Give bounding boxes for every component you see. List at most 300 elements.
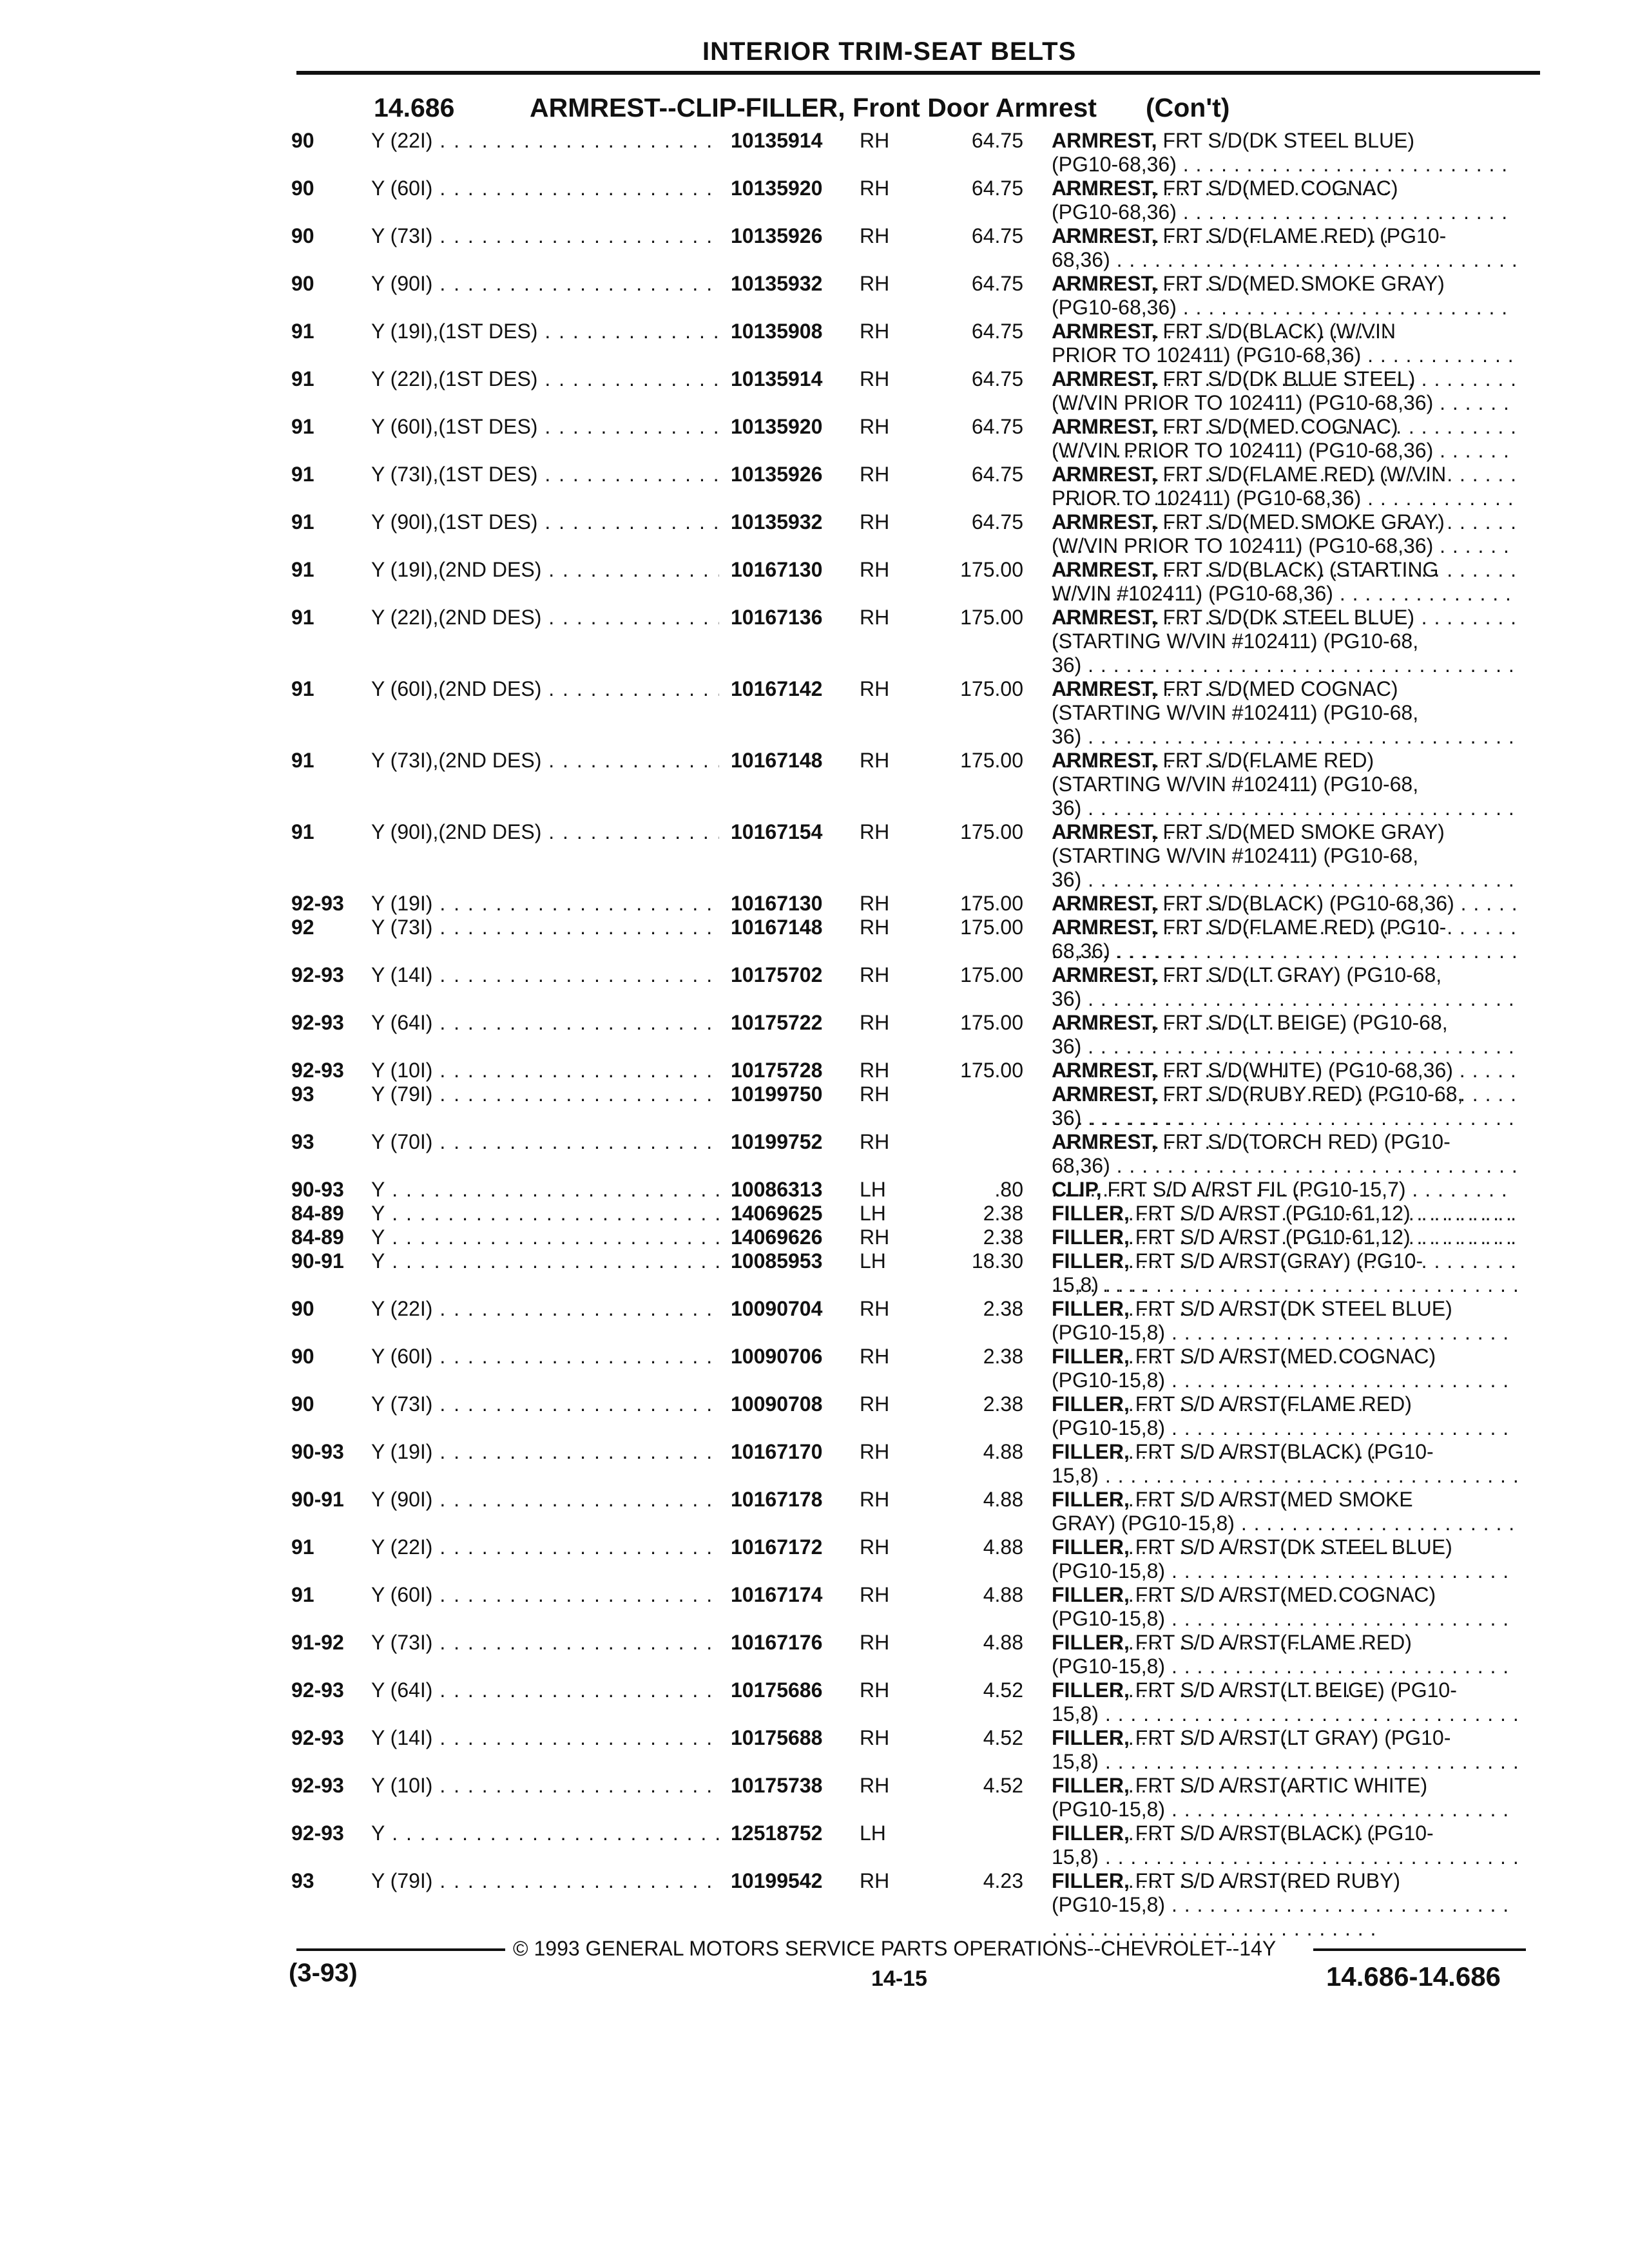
row-year: 92: [291, 916, 314, 939]
row-year: 90-93: [291, 1178, 344, 1201]
row-description: CLIP, FRT S/D A/RST FIL (PG10-15,7) . . .: [1052, 1178, 1519, 1249]
row-description-name: FILLER,: [1052, 1440, 1130, 1463]
row-description-name: CLIP,: [1052, 1178, 1102, 1201]
row-description-name: FILLER,: [1052, 1249, 1130, 1273]
row-description: ARMREST, FRT S/D(WHITE) (PG10-68,36) . . .: [1052, 1059, 1519, 1130]
row-year: 91: [291, 1583, 314, 1606]
row-year: 84-89: [291, 1202, 344, 1225]
row-year: 90: [291, 224, 314, 247]
row-part-number: 10175722: [731, 1011, 823, 1034]
row-part-number: 10090706: [731, 1345, 823, 1368]
row-description: ARMREST, FRT S/D(MED SMOKE GRAY) (STARTING W/VIN #102411) (PG10-68, 36) . . .: [1052, 820, 1519, 916]
part-row: [0, 1297, 1629, 1345]
row-model: Y (22I),(1ST DES) . . .: [371, 367, 719, 391]
row-description: FILLER, FRT S/D A/RST(DK STEEL BLUE) (PG10-15,8) . . .: [1052, 1535, 1519, 1607]
row-price: 4.88: [983, 1488, 1023, 1511]
row-side: RH: [860, 892, 890, 915]
row-description-name: ARMREST,: [1052, 1059, 1157, 1082]
row-description-name: ARMREST,: [1052, 749, 1157, 772]
part-row: [0, 1011, 1629, 1059]
footer-date: (3-93): [289, 1959, 358, 1987]
row-description-name: ARMREST,: [1052, 606, 1157, 629]
row-model: Y (73I) . . .: [371, 1392, 719, 1416]
row-part-number: 10167136: [731, 606, 823, 629]
row-description-name: ARMREST,: [1052, 415, 1157, 438]
row-description-name: ARMREST,: [1052, 177, 1157, 200]
row-description: FILLER, FRT S/D A/RST(LT GRAY) (PG10- 15,8) . . .: [1052, 1726, 1519, 1798]
section-continued: (Con't): [1146, 93, 1230, 122]
part-row: [0, 892, 1629, 916]
row-model: Y (60I) . . .: [371, 1345, 719, 1369]
row-year: 90: [291, 1297, 314, 1320]
row-side: RH: [860, 749, 890, 772]
row-price: 64.75: [971, 463, 1023, 486]
row-part-number: 10167172: [731, 1535, 823, 1559]
row-side: RH: [860, 1488, 890, 1511]
row-price: 175.00: [960, 1059, 1023, 1082]
row-year: 91: [291, 749, 314, 772]
footer-rule-left: [296, 1948, 505, 1951]
part-row: [0, 272, 1629, 320]
row-year: 92-93: [291, 963, 344, 986]
row-price: 4.23: [983, 1869, 1023, 1892]
row-side: RH: [860, 963, 890, 986]
section-number: 14.686: [374, 93, 455, 122]
row-price: 175.00: [960, 1011, 1023, 1034]
row-year: 91: [291, 1535, 314, 1559]
part-row: [0, 606, 1629, 677]
row-price: 175.00: [960, 963, 1023, 986]
footer-copyright: © 1993 GENERAL MOTORS SERVICE PARTS OPERATIONS--CHEVROLET--14Y: [513, 1937, 1277, 1960]
part-row: [0, 510, 1629, 558]
footer-rule-right: [1313, 1948, 1526, 1951]
row-model: Y (73I),(1ST DES) . . .: [371, 463, 719, 486]
row-year: 92-93: [291, 892, 344, 915]
row-price: 64.75: [971, 415, 1023, 438]
row-model: Y (90I),(2ND DES) . . .: [371, 820, 719, 844]
row-year: 90-91: [291, 1488, 344, 1511]
row-side: RH: [860, 1631, 890, 1654]
row-model: Y (60I),(2ND DES) . . .: [371, 677, 719, 701]
row-model: Y (70I) . . .: [371, 1130, 719, 1154]
row-side: RH: [860, 272, 890, 295]
row-side: RH: [860, 558, 890, 581]
row-price: .80: [994, 1178, 1023, 1201]
row-model: Y . . .: [371, 1249, 719, 1273]
row-model: Y (60I) . . .: [371, 1583, 719, 1607]
row-part-number: 10135914: [731, 129, 823, 152]
row-description-name: ARMREST,: [1052, 1130, 1157, 1153]
row-part-number: 10135932: [731, 272, 823, 295]
row-year: 91: [291, 558, 314, 581]
row-description-name: ARMREST,: [1052, 510, 1157, 533]
row-part-number: 10167130: [731, 892, 823, 915]
row-part-number: 10199542: [731, 1869, 823, 1892]
part-row: [0, 224, 1629, 272]
row-part-number: 10167130: [731, 558, 823, 581]
row-description: ARMREST, FRT S/D(FLAME RED) (STARTING W/VIN #102411) (PG10-68, 36) . . .: [1052, 749, 1519, 844]
footer-section-range: 14.686-14.686: [1326, 1961, 1501, 1992]
row-part-number: 14069625: [731, 1202, 823, 1225]
row-side: RH: [860, 1297, 890, 1320]
row-description-name: FILLER,: [1052, 1535, 1130, 1559]
row-year: 93: [291, 1869, 314, 1892]
row-part-number: 10199752: [731, 1130, 823, 1153]
row-description-name: ARMREST,: [1052, 892, 1157, 915]
row-model: Y (73I) . . .: [371, 1631, 719, 1655]
part-row: [0, 1059, 1629, 1082]
part-row: [0, 749, 1629, 820]
row-price: 4.88: [983, 1631, 1023, 1654]
row-description: FILLER, FRT S/D A/RST(MED COGNAC) (PG10-15,8) . . .: [1052, 1583, 1519, 1655]
row-description-name: FILLER,: [1052, 1488, 1130, 1511]
row-side: RH: [860, 1869, 890, 1892]
row-part-number: 10167154: [731, 820, 823, 843]
row-year: 91: [291, 320, 314, 343]
row-side: RH: [860, 129, 890, 152]
row-price: 2.38: [983, 1225, 1023, 1249]
row-year: 91: [291, 820, 314, 843]
parts-list: [0, 129, 1629, 1917]
row-description: ARMREST, FRT S/D(MED SMOKE GRAY) (PG10-68,36) . . .: [1052, 272, 1519, 343]
row-side: RH: [860, 1082, 890, 1106]
row-description-name: FILLER,: [1052, 1225, 1130, 1249]
part-row: [0, 1726, 1629, 1774]
row-model: Y (14I) . . .: [371, 1726, 719, 1750]
part-row: [0, 820, 1629, 892]
row-side: RH: [860, 463, 890, 486]
row-year: 91-92: [291, 1631, 344, 1654]
header-rule: [296, 71, 1540, 75]
row-part-number: 10175702: [731, 963, 823, 986]
part-row: [0, 1678, 1629, 1726]
part-row: [0, 1249, 1629, 1297]
row-side: LH: [860, 1249, 886, 1273]
row-model: Y (79I) . . .: [371, 1869, 719, 1893]
row-description: FILLER, FRT S/D A/RST(DK STEEL BLUE) (PG10-15,8) . . .: [1052, 1297, 1519, 1369]
row-model: Y (73I) . . .: [371, 224, 719, 248]
row-year: 91: [291, 677, 314, 700]
row-part-number: 10167170: [731, 1440, 823, 1463]
row-part-number: 10135926: [731, 224, 823, 247]
row-price: 175.00: [960, 558, 1023, 581]
row-year: 93: [291, 1130, 314, 1153]
row-part-number: 10085953: [731, 1249, 823, 1273]
row-part-number: 12518752: [731, 1821, 823, 1845]
row-description-name: ARMREST,: [1052, 916, 1157, 939]
row-year: 92-93: [291, 1011, 344, 1034]
row-side: RH: [860, 367, 890, 390]
row-description: ARMREST, FRT S/D(MED COGNAC) (STARTING W/VIN #102411) (PG10-68, 36) . . .: [1052, 677, 1519, 773]
row-description-name: FILLER,: [1052, 1821, 1130, 1845]
part-row: [0, 1392, 1629, 1440]
row-side: RH: [860, 1130, 890, 1153]
row-description-name: FILLER,: [1052, 1583, 1130, 1606]
part-row: [0, 415, 1629, 463]
row-model: Y . . .: [371, 1821, 719, 1845]
row-year: 90-91: [291, 1249, 344, 1273]
row-description: FILLER, FRT S/D A/RST(LT BEIGE) (PG10- 15,8) . . .: [1052, 1678, 1519, 1750]
row-part-number: 10167148: [731, 916, 823, 939]
row-description-name: ARMREST,: [1052, 820, 1157, 843]
part-row: [0, 129, 1629, 177]
row-description: FILLER, FRT S/D A/RST(FLAME RED) (PG10-15,8) . . .: [1052, 1631, 1519, 1702]
row-description: FILLER, FRT S/D A/RST(BLACK) (PG10- 15,8) . . .: [1052, 1821, 1519, 1893]
row-description-name: ARMREST,: [1052, 677, 1157, 700]
row-description: ARMREST, FRT S/D(TORCH RED) (PG10- 68,36) . . .: [1052, 1130, 1519, 1202]
row-part-number: 10199750: [731, 1082, 823, 1106]
row-side: RH: [860, 1011, 890, 1034]
row-price: 175.00: [960, 677, 1023, 700]
row-part-number: 10175738: [731, 1774, 823, 1797]
row-model: Y (22I) . . .: [371, 129, 719, 153]
row-description-name: ARMREST,: [1052, 320, 1157, 343]
row-price: 4.52: [983, 1726, 1023, 1749]
row-model: Y (22I),(2ND DES) . . .: [371, 606, 719, 629]
row-part-number: 10135926: [731, 463, 823, 486]
row-model: Y . . .: [371, 1202, 719, 1225]
row-description-name: ARMREST,: [1052, 963, 1157, 986]
row-side: RH: [860, 1726, 890, 1749]
part-row: [0, 1535, 1629, 1583]
row-price: 64.75: [971, 320, 1023, 343]
part-row: [0, 1345, 1629, 1392]
row-side: RH: [860, 320, 890, 343]
row-side: RH: [860, 1583, 890, 1606]
row-side: RH: [860, 916, 890, 939]
section-title: ARMREST--CLIP-FILLER, Front Door Armrest: [530, 93, 1097, 122]
row-price: 4.88: [983, 1583, 1023, 1606]
row-price: 4.88: [983, 1440, 1023, 1463]
row-year: 91: [291, 606, 314, 629]
row-side: RH: [860, 1535, 890, 1559]
row-model: Y (90I) . . .: [371, 272, 719, 296]
row-model: Y (60I) . . .: [371, 177, 719, 200]
row-model: Y (90I),(1ST DES) . . .: [371, 510, 719, 534]
part-row: [0, 1130, 1629, 1178]
part-row: [0, 177, 1629, 224]
row-part-number: 10167178: [731, 1488, 823, 1511]
row-part-number: 10175728: [731, 1059, 823, 1082]
row-description: FILLER, FRT S/D A/RST(FLAME RED) (PG10-15,8) . . .: [1052, 1392, 1519, 1464]
row-side: LH: [860, 1178, 886, 1201]
row-part-number: 10086313: [731, 1178, 823, 1201]
row-model: Y (19I),(1ST DES) . . .: [371, 320, 719, 343]
row-side: LH: [860, 1821, 886, 1845]
row-description: FILLER, FRT S/D A/RST (PG10-61,12) . . .: [1052, 1225, 1519, 1297]
row-price: 175.00: [960, 916, 1023, 939]
row-price: 2.38: [983, 1392, 1023, 1416]
row-year: 93: [291, 1082, 314, 1106]
row-description-name: FILLER,: [1052, 1726, 1130, 1749]
row-part-number: 10167174: [731, 1583, 823, 1606]
row-description-name: FILLER,: [1052, 1869, 1130, 1892]
row-description-name: FILLER,: [1052, 1345, 1130, 1368]
row-description: ARMREST, FRT S/D(LT GRAY) (PG10-68, 36) . . .: [1052, 963, 1519, 1035]
row-description: ARMREST, FRT S/D(FLAME RED) (W/VIN PRIOR TO 102411) (PG10-68,36) . . .: [1052, 463, 1519, 558]
part-row: [0, 367, 1629, 415]
row-description: FILLER, FRT S/D A/RST(MED COGNAC) (PG10-15,8) . . .: [1052, 1345, 1519, 1416]
row-description-name: ARMREST,: [1052, 129, 1157, 152]
row-description-name: FILLER,: [1052, 1297, 1130, 1320]
row-model: Y (90I) . . .: [371, 1488, 719, 1512]
row-part-number: 14069626: [731, 1225, 823, 1249]
row-description: ARMREST, FRT S/D(DK STEEL BLUE) (STARTING W/VIN #102411) (PG10-68, 36) . . .: [1052, 606, 1519, 701]
row-description-name: ARMREST,: [1052, 367, 1157, 390]
row-model: Y (22I) . . .: [371, 1535, 719, 1559]
row-side: RH: [860, 1059, 890, 1082]
row-year: 90: [291, 272, 314, 295]
row-description-name: FILLER,: [1052, 1631, 1130, 1654]
row-price: 4.88: [983, 1535, 1023, 1559]
row-side: RH: [860, 510, 890, 533]
row-part-number: 10135932: [731, 510, 823, 533]
row-year: 84-89: [291, 1225, 344, 1249]
part-row: [0, 916, 1629, 963]
part-row: [0, 463, 1629, 510]
row-description: ARMREST, FRT S/D(FLAME RED) (PG10- 68,36) . . .: [1052, 916, 1519, 987]
part-row: [0, 1821, 1629, 1869]
row-model: Y . . .: [371, 1178, 719, 1202]
row-year: 91: [291, 415, 314, 438]
row-side: RH: [860, 415, 890, 438]
row-price: 2.38: [983, 1297, 1023, 1320]
part-row: [0, 1225, 1629, 1249]
row-model: Y (19I) . . .: [371, 1440, 719, 1464]
row-description-name: ARMREST,: [1052, 558, 1157, 581]
row-part-number: 10135920: [731, 177, 823, 200]
row-description: ARMREST, FRT S/D(BLACK) (W/VIN PRIOR TO 102411) (PG10-68,36) . . .: [1052, 320, 1519, 415]
row-description: FILLER, FRT S/D A/RST(GRAY) (PG10- 15,8) . . .: [1052, 1249, 1519, 1321]
row-side: RH: [860, 177, 890, 200]
row-price: 64.75: [971, 510, 1023, 533]
part-row: [0, 963, 1629, 1011]
row-price: 175.00: [960, 606, 1023, 629]
row-description-name: ARMREST,: [1052, 1011, 1157, 1034]
row-price: 64.75: [971, 129, 1023, 152]
row-description: FILLER, FRT S/D A/RST(BLACK) (PG10- 15,8) . . .: [1052, 1440, 1519, 1512]
row-price: 64.75: [971, 367, 1023, 390]
row-model: Y (19I),(2ND DES) . . .: [371, 558, 719, 582]
part-row: [0, 1202, 1629, 1225]
row-description-name: ARMREST,: [1052, 463, 1157, 486]
row-description: ARMREST, FRT S/D(RUBY RED) (PG10-68, 36) . . .: [1052, 1082, 1519, 1154]
row-description-name: FILLER,: [1052, 1392, 1130, 1416]
row-year: 90: [291, 177, 314, 200]
row-part-number: 10167148: [731, 749, 823, 772]
row-side: RH: [860, 224, 890, 247]
row-part-number: 10135908: [731, 320, 823, 343]
row-price: 2.38: [983, 1202, 1023, 1225]
part-row: [0, 320, 1629, 367]
row-price: 175.00: [960, 749, 1023, 772]
row-description: FILLER, FRT S/D A/RST (PG10-61,12) . . .: [1052, 1202, 1519, 1273]
row-side: RH: [860, 1345, 890, 1368]
row-year: 90: [291, 129, 314, 152]
row-model: Y (73I),(2ND DES) . . .: [371, 749, 719, 773]
row-description-name: ARMREST,: [1052, 272, 1157, 295]
row-description: ARMREST, FRT S/D(BLACK) (STARTING W/VIN #102411) (PG10-68,36) . . .: [1052, 558, 1519, 653]
row-side: LH: [860, 1202, 886, 1225]
row-part-number: 10090704: [731, 1297, 823, 1320]
row-year: 92-93: [291, 1726, 344, 1749]
row-part-number: 10135914: [731, 367, 823, 390]
row-part-number: 10175688: [731, 1726, 823, 1749]
row-model: Y (10I) . . .: [371, 1059, 719, 1082]
footer-page-number: 14-15: [871, 1966, 927, 1991]
row-year: 91: [291, 510, 314, 533]
row-description: FILLER, FRT S/D A/RST(ARTIC WHITE) (PG10-15,8) . . .: [1052, 1774, 1519, 1845]
row-description-name: FILLER,: [1052, 1774, 1130, 1797]
row-year: 92-93: [291, 1678, 344, 1702]
row-description: FILLER, FRT S/D A/RST(MED SMOKE GRAY) (PG10-15,8) . . .: [1052, 1488, 1519, 1559]
row-year: 90-93: [291, 1440, 344, 1463]
part-row: [0, 1631, 1629, 1678]
row-price: 2.38: [983, 1345, 1023, 1368]
row-side: RH: [860, 677, 890, 700]
row-part-number: 10135920: [731, 415, 823, 438]
row-description: ARMREST, FRT S/D(MED COGNAC) (PG10-68,36) . . .: [1052, 177, 1519, 248]
row-year: 92-93: [291, 1821, 344, 1845]
row-description: ARMREST, FRT S/D(MED SMOKE GRAY) (W/VIN PRIOR TO 102411) (PG10-68,36) . . .: [1052, 510, 1519, 606]
part-row: [0, 1178, 1629, 1202]
page-header-title: INTERIOR TRIM-SEAT BELTS: [702, 37, 1077, 66]
part-row: [0, 1488, 1629, 1535]
row-description-name: FILLER,: [1052, 1678, 1130, 1702]
row-description: ARMREST, FRT S/D(DK BLUE STEEL) (W/VIN PRIOR TO 102411) (PG10-68,36) . . .: [1052, 367, 1519, 463]
row-model: Y (22I) . . .: [371, 1297, 719, 1321]
row-side: RH: [860, 1774, 890, 1797]
row-description-name: ARMREST,: [1052, 224, 1157, 247]
row-description: ARMREST, FRT S/D(BLACK) (PG10-68,36) . . .: [1052, 892, 1519, 963]
row-description: ARMREST, FRT S/D(FLAME RED) (PG10- 68,36) . . .: [1052, 224, 1519, 296]
row-side: RH: [860, 1225, 890, 1249]
row-model: Y (64I) . . .: [371, 1678, 719, 1702]
part-row: [0, 558, 1629, 606]
row-description-name: ARMREST,: [1052, 1082, 1157, 1106]
row-year: 91: [291, 463, 314, 486]
row-side: RH: [860, 1392, 890, 1416]
row-price: 4.52: [983, 1678, 1023, 1702]
row-year: 92-93: [291, 1774, 344, 1797]
part-row: [0, 1082, 1629, 1130]
part-row: [0, 1869, 1629, 1917]
row-year: 92-93: [291, 1059, 344, 1082]
row-model: Y (19I) . . .: [371, 892, 719, 916]
row-part-number: 10090708: [731, 1392, 823, 1416]
row-price: 4.52: [983, 1774, 1023, 1797]
row-side: RH: [860, 820, 890, 843]
row-side: RH: [860, 1678, 890, 1702]
row-side: RH: [860, 1440, 890, 1463]
part-row: [0, 677, 1629, 749]
row-price: 18.30: [971, 1249, 1023, 1273]
part-row: [0, 1583, 1629, 1631]
row-part-number: 10167142: [731, 677, 823, 700]
row-description-name: FILLER,: [1052, 1202, 1130, 1225]
row-model: Y (10I) . . .: [371, 1774, 719, 1798]
row-year: 91: [291, 367, 314, 390]
row-price: 175.00: [960, 820, 1023, 843]
row-price: 64.75: [971, 224, 1023, 247]
row-description: ARMREST, FRT S/D(DK STEEL BLUE) (PG10-68,36) . . .: [1052, 129, 1519, 200]
row-price: 175.00: [960, 892, 1023, 915]
row-part-number: 10167176: [731, 1631, 823, 1654]
row-model: Y (14I) . . .: [371, 963, 719, 987]
row-model: Y (64I) . . .: [371, 1011, 719, 1035]
row-description: FILLER, FRT S/D A/RST(RED RUBY) (PG10-15,8) . . .: [1052, 1869, 1519, 1941]
row-year: 90: [291, 1392, 314, 1416]
